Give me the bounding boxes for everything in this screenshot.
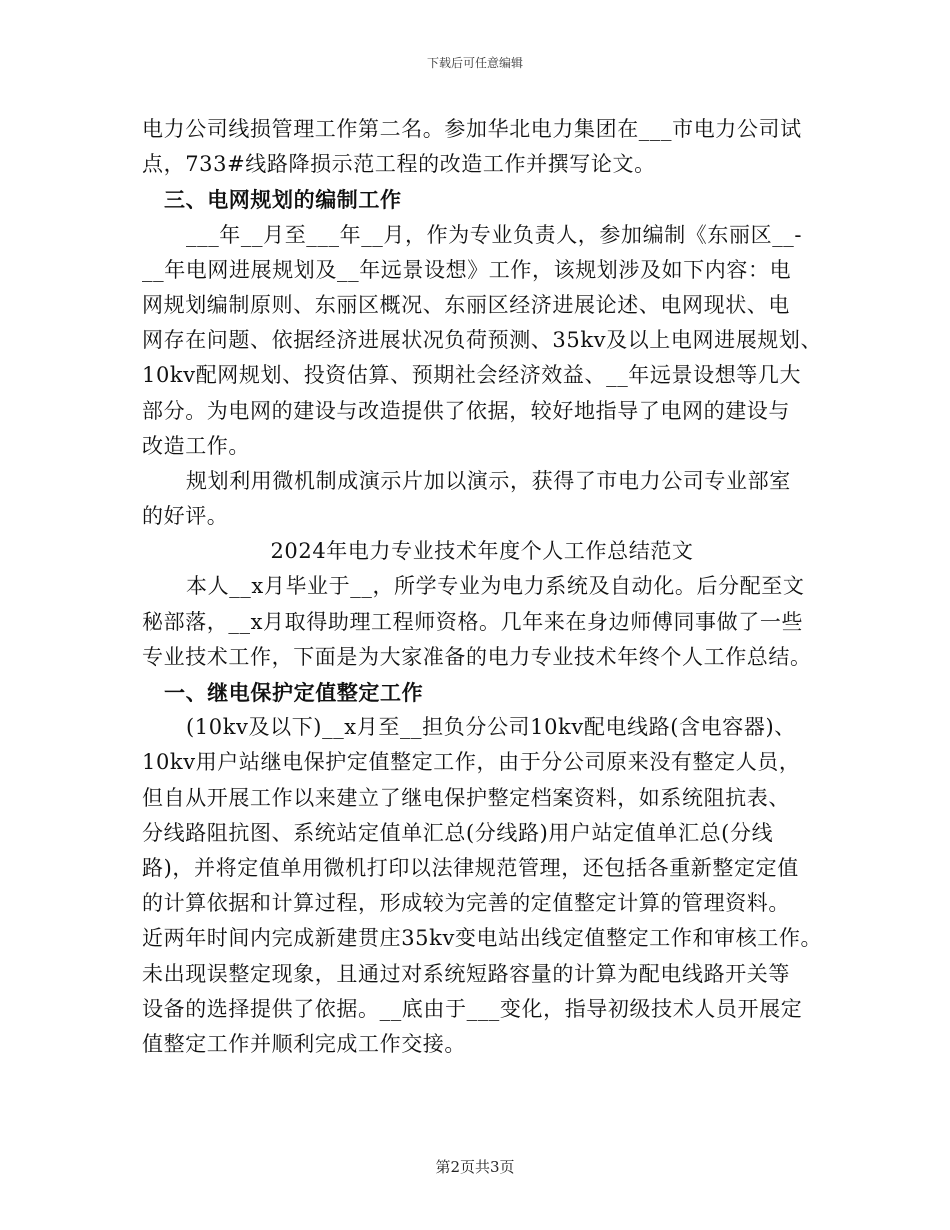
text-line: 一、继电保护定值整定工作 (164, 680, 424, 705)
text-line: 改造工作。 (142, 433, 250, 458)
page-footer: 第2页共3页 (435, 1158, 515, 1176)
page-header: 下载后可任意编辑 (426, 56, 523, 70)
text-line: 10kv配网规划、投资估算、预期社会经济效益、__年远景设想等几大 (142, 363, 802, 388)
document-body (142, 112, 822, 1062)
text-line: 点，733#线路降损示范工程的改造工作并撰写论文。 (142, 152, 656, 177)
text-line: 本人__x月毕业于__，所学专业为电力系统及自动化。后分配至文 (186, 574, 805, 599)
text-line: 秘部落，__x月取得助理工程师资格。几年来在身边师傅同事做了一些 (142, 609, 804, 634)
text-line: 设备的选择提供了依据。__底由于___变化，指导初级技术人员开展定 (142, 996, 803, 1021)
text-line: 近两年时间内完成新建贯庄35kv变电站出线定值整定工作和审核工作。 (142, 926, 823, 951)
text-line: 三、电网规划的编制工作 (164, 187, 402, 213)
text-line: 路)，并将定值单用微机打印以法律规范管理，还包括各重新整定定值 (142, 855, 799, 880)
text-line: ___年__月至___年__月，作为专业负责人，参加编制《东丽区__- (186, 222, 803, 247)
text-line: 网存在问题、依据经济进展状况负荷预测、35kv及以上电网进展规划、 (142, 328, 823, 353)
text-line: 10kv用户站继电保护定值整定工作，由于分公司原来没有整定人员， (142, 750, 801, 775)
text-line: 网规划编制原则、东丽区概况、东丽区经济进展论述、电网现状、电 (142, 292, 790, 317)
text-line: 专业技术工作，下面是为大家准备的电力专业技术年终个人工作总结。 (142, 644, 812, 669)
text-line: 值整定工作并顺利完成工作交接。 (142, 1031, 466, 1056)
text-line: 的好评。 (142, 504, 229, 529)
text-line: __年电网进展规划及__年远景设想》工作，该规划涉及如下内容：电 (142, 257, 792, 282)
text-line: 但自从开展工作以来建立了继电保护整定档案资料，如系统阻抗表、 (142, 785, 790, 810)
text-line: 的计算依据和计算过程，形成较为完善的定值整定计算的管理资料。 (142, 891, 790, 916)
text-line: 2024年电力专业技术年度个人工作总结范文 (270, 539, 694, 564)
text-line: (10kv及以下)__x月至__担负分公司10kv配电线路(含电容器)、 (186, 715, 796, 740)
text-line: 电力公司线损管理工作第二名。参加华北电力集团在___市电力公司试 (142, 117, 802, 141)
text-line: 分线路阻抗图、系统站定值单汇总(分线路)用户站定值单汇总(分线 (142, 820, 774, 845)
text-line: 未出现误整定现象，且通过对系统短路容量的计算为配电线路开关等 (142, 961, 790, 986)
text-line: 部分。为电网的建设与改造提供了依据，较好地指导了电网的建设与 (142, 398, 790, 423)
text-line: 规划利用微机制成演示片加以演示，获得了市电力公司专业部室 (186, 468, 791, 493)
